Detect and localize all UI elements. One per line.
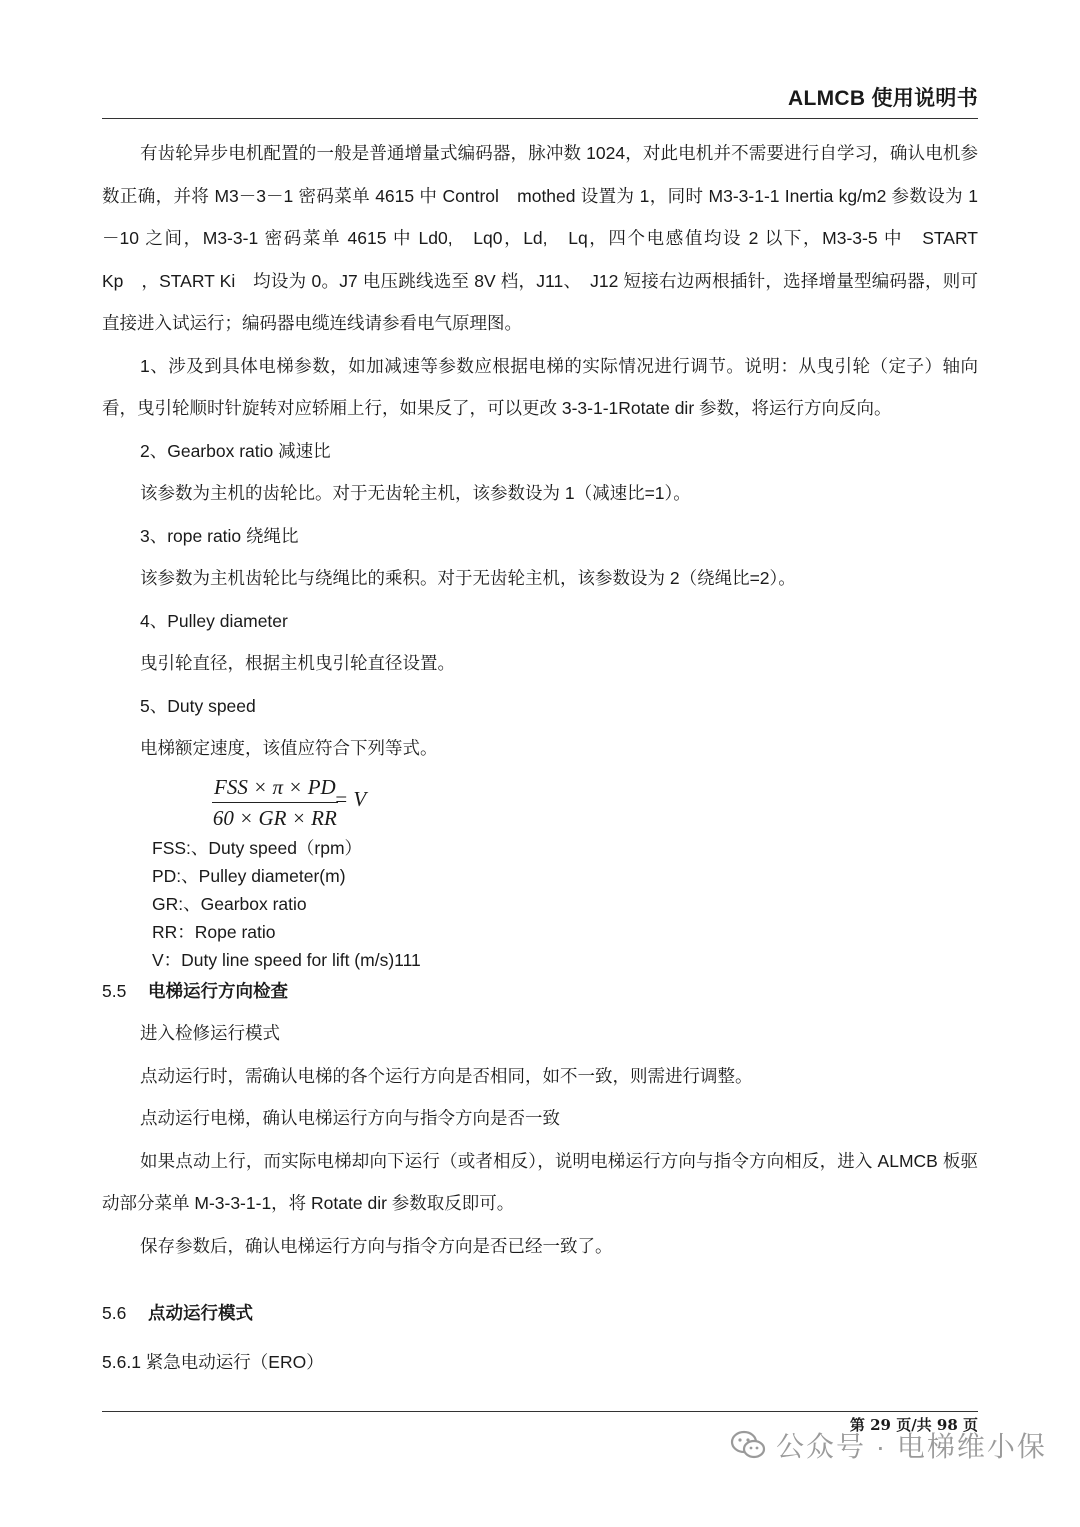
- document-title: ALMCB 使用说明书: [788, 87, 978, 110]
- section-number: 5.6: [102, 1303, 127, 1323]
- section-5-5-last-line: 保存参数后，确认电梯运行方向与指令方向是否已经一致了。: [140, 1235, 613, 1256]
- item-5-title: 5、Duty speed: [140, 695, 256, 716]
- formula-rhs: = V: [334, 786, 367, 811]
- item-5-description: 电梯额定速度，该值应符合下列等式。: [140, 738, 438, 758]
- section-5-5-line-3: 点动运行电梯，确认电梯运行方向与指令方向是否一致: [140, 1108, 560, 1128]
- definition-gr: GR:、Gearbox ratio: [152, 893, 307, 914]
- section-5-5-paragraph: 如果点动上行，而实际电梯却向下运行（或者相反），说明电梯运行方向与指令方向相反，进入 ALMCB 板驱动部分菜单 M-3-3-1-1，将 Rotate dir 参数取反即可。: [102, 1150, 978, 1213]
- page-number: 第 29 页/共 98 页: [849, 1416, 978, 1434]
- item-3-title: 3、rope ratio 绕绳比: [140, 525, 299, 546]
- definition-fss: FSS:、Duty speed（rpm）: [152, 837, 363, 858]
- watermark-text: 公众号 · 电梯维小保: [776, 1431, 1047, 1462]
- section-title: 电梯运行方向检查: [148, 980, 288, 1001]
- item-2-title: 2、Gearbox ratio 减速比: [140, 440, 331, 461]
- definition-v: V：Duty line speed for lift (m/s)111: [152, 949, 421, 970]
- formula-denominator: 60 × GR × RR: [212, 805, 337, 830]
- section-5-5-line-2: 点动运行时，需确认电梯的各个运行方向是否相同，如不一致，则需进行调整。: [140, 1065, 753, 1086]
- section-5-6-heading: [102, 1292, 978, 1335]
- item-2-description: 该参数为主机的齿轮比。对于无齿轮主机，该参数设为 1（减速比=1）。: [140, 483, 691, 503]
- section-5-5-line-1: 进入检修运行模式: [140, 1023, 280, 1043]
- footer-divider: [102, 1411, 978, 1412]
- item-3-description: 该参数为主机齿轮比与绕绳比的乘积。对于无齿轮主机，该参数设为 2（绕绳比=2）。: [140, 568, 796, 588]
- section-title: 点动运行模式: [148, 1303, 253, 1323]
- item-1-paragraph: 1、涉及到具体电梯参数，如加减速等参数应根据电梯的实际情况进行调节。说明：从曳引轮（定子）轴向看，曳引轮顺时针旋转对应轿厢上行，如果反了，可以更改 3-3-1-1Rotate dir 参数，将运行方向反向。: [102, 355, 978, 418]
- intro-paragraph: 有齿轮异步电机配置的一般是普通增量式编码器，脉冲数 1024，对此电机并不需要进行自学习，确认电机参数正确，并将 M3－3－1 密码菜单 4615 中 Control mothed 设置为 1，同时 M3-3-1-1 Inertia kg/m2 参数设为 1－10 之间，M3-3-1 密码菜单 4615 中 Ld0, Lq0，Ld, Lq，四个电感值均设 2 以下，M3-3-5 中 START Kp ，START Ki 均设为 0。J7 电压跳线选至 8V 档，J11、 J12 短接右边两根插针，选择增量型编码器，则可直接进入试运行；编码器电缆连线请参看电气原理图。: [102, 143, 978, 333]
- formula-definitions: [152, 834, 978, 974]
- watermark: [730, 1425, 1047, 1465]
- item-4-description: 曳引轮直径，根据主机曳引轮直径设置。: [140, 653, 455, 673]
- formula-numerator: FSS × π × PD: [212, 772, 338, 803]
- definition-rr: RR：Rope ratio: [152, 921, 276, 942]
- page-content: [102, 132, 978, 1383]
- section-5-5-heading: [102, 970, 978, 1013]
- section-5-6-1-heading: 5.6.1 紧急电动运行（ERO）: [102, 1351, 324, 1372]
- formula-fraction: [212, 772, 338, 833]
- definition-pd: PD:、Pulley diameter(m): [152, 865, 346, 886]
- speed-formula: [212, 772, 978, 834]
- item-4-title: 4、Pulley diameter: [140, 610, 288, 631]
- section-number: 5.5: [102, 980, 127, 1001]
- wechat-icon: [730, 1430, 766, 1460]
- header-divider: [102, 118, 978, 119]
